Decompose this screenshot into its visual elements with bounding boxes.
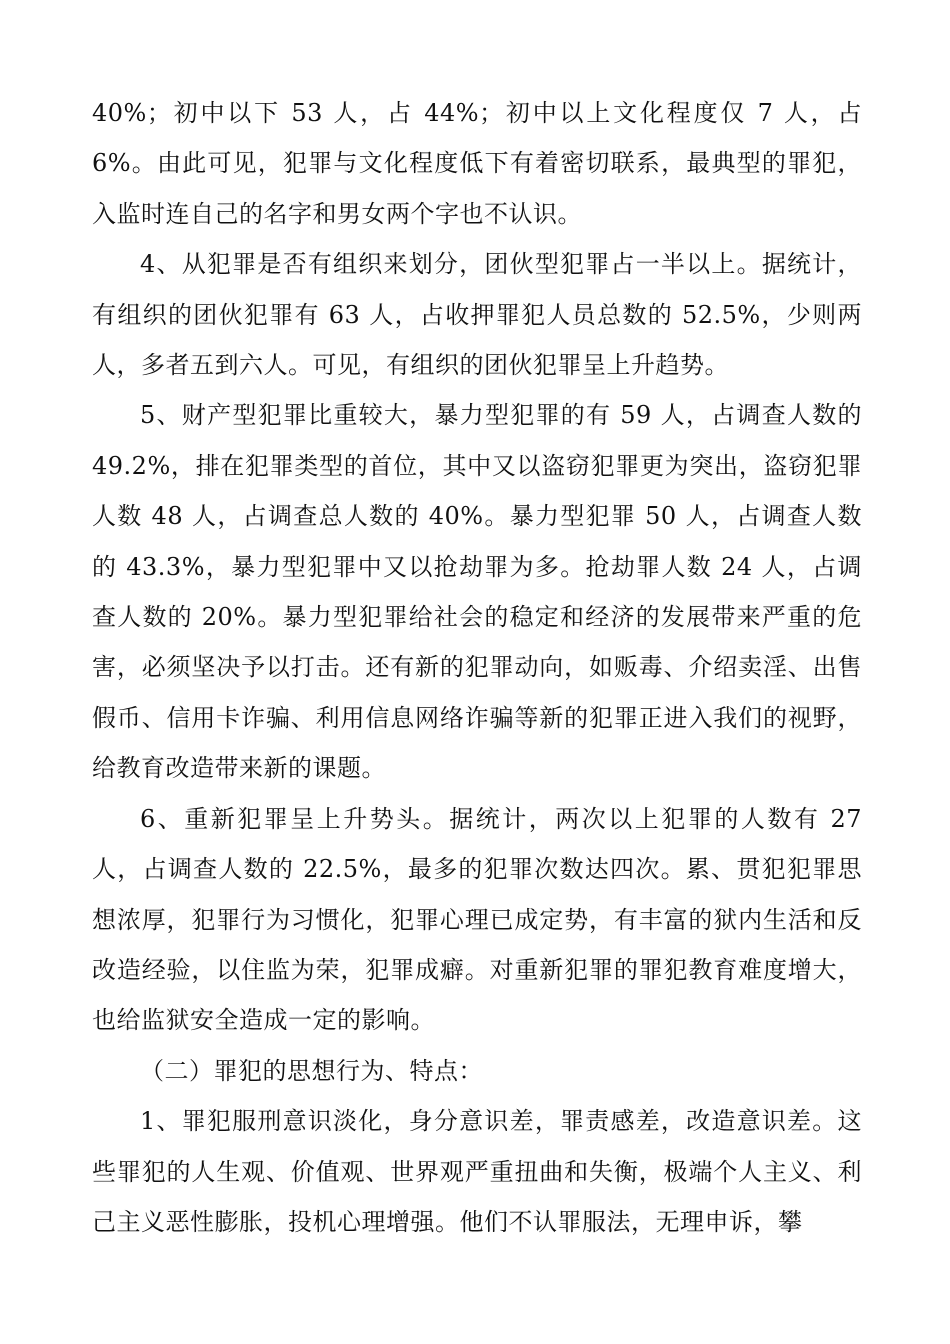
paragraph-item-6: 6、重新犯罪呈上升势头。据统计，两次以上犯罪的人数有 27 人，占调查人数的 22.5%，最多的犯罪次数达四次。累、贯犯犯罪思想浓厚，犯罪行为习惯化，犯罪心理已成定势，有丰富的狱内生活和反改造经验，以住监为荣，犯罪成癖。对重新犯罪的罪犯教育难度增大，也给监狱安全造成一定的影响。	[92, 804, 862, 1035]
document-page	[92, 88, 862, 1247]
paragraph-item-1: 1、罪犯服刑意识淡化，身分意识差，罪责感差，改造意识差。这些罪犯的人生观、价值观、世界观严重扭曲和失衡，极端个人主义、利己主义恶性膨胀，投机心理增强。他们不认罪服法，无理申诉，攀	[92, 1107, 862, 1236]
paragraph-item-5: 5、财产型犯罪比重较大，暴力型犯罪的有 59 人，占调查人数的 49.2%，排在犯罪类型的首位，其中又以盗窃犯罪更为突出，盗窃犯罪人数 48 人，占调查总人数的 40%。暴力型犯罪 50 人，占调查人数的 43.3%，暴力型犯罪中又以抢劫罪为多。抢劫罪人数 24 人，占调查人数的 20%。暴力型犯罪给社会的稳定和经济的发展带来严重的危害，必须坚决予以打击。还有新的犯罪动向，如贩毒、介绍卖淫、出售假币、信用卡诈骗、利用信息网络诈骗等新的犯罪正进入我们的视野，给教育改造带来新的课题。	[92, 401, 862, 783]
paragraph-item-4: 4、从犯罪是否有组织来划分，团伙型犯罪占一半以上。据统计，有组织的团伙犯罪有 63 人，占收押罪犯人员总数的 52.5%，少则两人，多者五到六人。可见，有组织的团伙犯罪呈上升趋势。	[92, 250, 862, 380]
section-heading: （二）罪犯的思想行为、特点：	[140, 1056, 483, 1085]
paragraph-continuation: 40%；初中以下 53 人，占 44%；初中以上文化程度仅 7 人，占 6%。由此可见，犯罪与文化程度低下有着密切联系，最典型的罪犯，入监时连自己的名字和男女两个字也不认识。	[92, 99, 862, 228]
